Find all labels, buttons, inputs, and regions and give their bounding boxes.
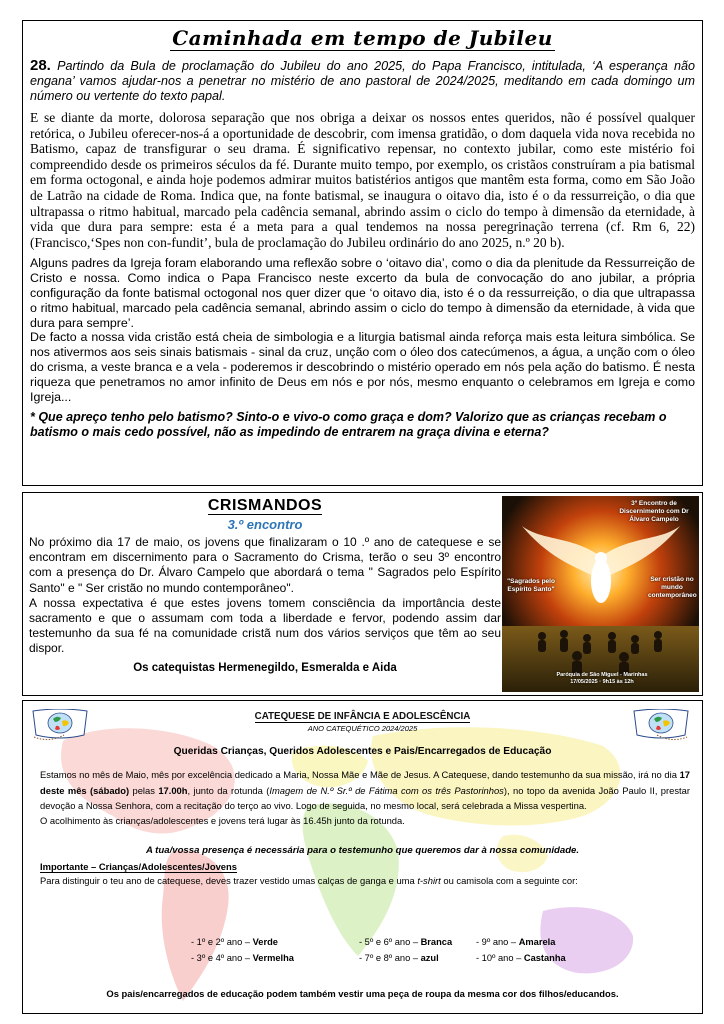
important-heading: Importante – Crianças/Adolescentes/Jovens (40, 860, 237, 872)
parents-note: Os pais/encarregados de educação podem também vestir uma peça de roupa da mesma cor dos filhos/educandos. (106, 988, 619, 999)
dress-instruction: Para distinguir o teu ano de catequese, deves trazer vestido umas calças de ganga e uma t-shirt ou camisola com a seguinte cor: (40, 874, 578, 886)
crismandos-section (22, 492, 703, 696)
poster-footer: Paróquia de São Miguel - Marinhas 17/05/2025 · 9h15 às 12h (556, 672, 648, 685)
poster-heading: 3º Encontro de Discernimento com Dr Álvaro Campelo (619, 500, 689, 523)
color-item: - 9º ano – Amarela (476, 937, 556, 947)
poster-right-theme: Ser cristão no mundo contemporâneo (648, 576, 697, 599)
color-column-1 (191, 934, 294, 966)
color-item: - 5º e 6º ano – Branca (359, 937, 453, 947)
papal-quote: E se diante da morte, dolorosa separação que nos obriga a deixar os nossos entes queridos, não é possível qualquer retórica, o Jubileu oferecer-nos-á a oportunidade de descobrir, com imensa gratidão, o dom daquela vida nova recebida no Batismo, capaz de transfigurar o seu drama. É significativo repensar, no contexto jubilar, como este mistério foi compreendido desde os primeiros séculos da fé. Durante muito tempo, por exemplo, os cristãos construíram a pia batismal em forma octogonal, e ainda hoje podemos admirar muitos batistérios antigos que mantêm esta forma, como em São João de Latrão na cidade de Roma. Indica que, na fonte batismal, se inaugura o oitavo dia, isto é o da ressurreição, o dia que ultrapassa o ritmo habitual, marcado pela cadência semanal, abrindo assim o ciclo do tempo à dimensão da eternidade, à vida que dura para sempre: esta é a meta para a qual tendemos na nossa peregrinação terrena (cf. Rm 6, 22) (Francisco,‘Spes non con-fundit’, bula de proclamação do Jubileu ordinário do ano 2025, n.º 20 b). (30, 110, 695, 250)
crismandos-paragraph-2: A nossa expectativa é que estes jovens tomem consciência da importância deste sacramento e que o assumam com toda a liberdade e fervor, podendo assim dar testemunho da sua fé na comunidade cristã num dos vários serviços que têm ao seu dispor. (29, 595, 501, 656)
crismandos-paragraph-1: No próximo dia 17 de maio, os jovens que finalizaram o 10 .º ano de catequese e se encontram em discernimento para o Sacramento do Crisma, terão o seu 3º encontro com a presença do Dr. Álvaro Campelo que abordará o tema " Sagrados pelo Espírito Santo" e " Ser cristão no mundo contemporâneo". (29, 535, 501, 595)
catechetical-year: ANO CATEQUÉTICO 2024/2025 (307, 724, 418, 733)
poster-left-theme: "Sagrados pelo Espírito Santo" (507, 578, 555, 593)
reflection-paragraph-1: Alguns padres da Igreja foram elaborando uma reflexão sobre o ‘oitavo dia’, como o dia da plenitude da Ressurreição de Cristo e nossa. Como indica o Papa Francisco neste excerto da bula de convocação do ano jubilar, a própria configuração da fonte batismal octogonal nos quer dizer que ‘o oitavo dia, isto é o da ressurreição, o dia que ultrapassa o ritmo habitual, marcado pela cadência semanal, abrindo assim o ciclo do tempo à dimensão da eternidade, à vida que dura para sempre’. (30, 256, 695, 330)
reflection-number: 28. (30, 57, 51, 74)
catechists-signature: Os catequistas Hermenegildo, Esmeralda e Aida (133, 661, 397, 674)
greeting: Queridas Crianças, Queridos Adolescentes e Pais/Encarregados de Educação (173, 746, 552, 757)
color-item: - 1º e 2º ano – Verde (191, 937, 278, 947)
presence-note: A tua/vossa presença é necessária para o testemunho que queremos dar à nossa comunidade. (145, 844, 580, 856)
reflection-question: * Que apreço tenho pelo batismo? Sinto-o e vivo-o como graça e dom? Valorizo que as crianças recebam o batismo o mais cedo possível, não as impedindo de entrarem na graça divina e eterna? (30, 410, 667, 440)
event-poster (502, 496, 699, 692)
intro-paragraph: 28. Partindo da Bula de proclamação do Jubileu do ano 2025, do Papa Francisco, intitulada, ‘A esperança não engana’ vamos ajudar-nos a penetrar no mistério de ano pastoral de 2024/2025, meditando em cada domingo um número ou vertente do texto papal. (30, 57, 696, 103)
catequese-section (22, 700, 703, 1014)
welcome-paragraph: O acolhimento às crianças/adolescentes e jovens terá lugar às 16.45h junto da rotunda. (40, 814, 405, 826)
announcement-paragraph: Estamos no mês de Maio, mês por excelência dedicado a Maria, Nossa Mãe e Mãe de Jesus. A Catequese, dando testemunho da sua missão, irá no dia 17 deste mês (sábado) pelas 17.00h, junto da rotunda (Imagem de N.º Sr.º de Fátima com os três Pastorinhos), no topo da avenida João Paulo II, prestar devoção a Nossa Senhora, com a recitação do terço ao vivo. Logo de seguida, no mesmo local, será celebrada a Missa vespertina. (40, 769, 690, 811)
reflection-paragraph-2: De facto a nossa vida cristão está cheia de simbologia e a liturgia batismal ainda reforça mais esta leitura simbólica. Se nos ativermos aos seis sinais batismais - sinal da cruz, unção com o óleo dos catecúmenos, a água, a unção com o óleo do crisma, a veste branca e a vela - poderemos ir descobrindo o mistério operado em nós pela ação do batismo. É nesta riqueza que penetramos no amor infinito de Deus em nós e por nós, mesmo enquanto o celebramos em Igreja e como Igreja... (30, 330, 695, 404)
color-item: - 7º e 8º ano – azul (359, 953, 439, 963)
section-title: Caminhada em tempo de Jubileu (172, 26, 553, 50)
jubilee-section (22, 20, 703, 486)
color-column-2 (359, 934, 452, 966)
color-item: - 10º ano – Castanha (476, 953, 566, 963)
crismandos-title: CRISMANDOS (207, 497, 323, 514)
color-item: - 3º e 4º ano – Vermelha (191, 953, 294, 963)
color-column-3 (476, 934, 566, 966)
crismandos-subtitle: 3.º encontro (227, 517, 303, 532)
catequese-title: CATEQUESE DE INFÂNCIA E ADOLESCÊNCIA (254, 711, 471, 722)
